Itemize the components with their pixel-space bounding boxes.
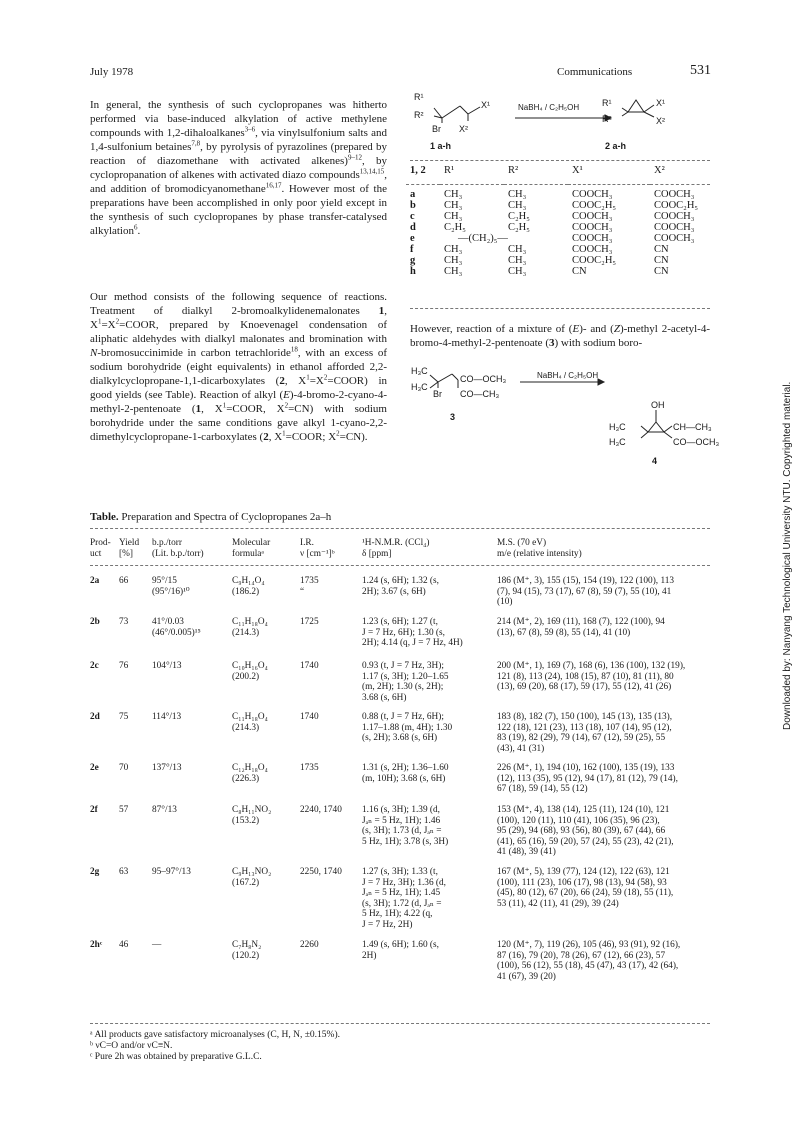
table-title-bold: Table. [90,511,119,523]
rt-cell: CN [654,244,669,255]
table-cell-ir: 1740 [300,661,319,671]
rt-cell: CN [654,255,669,266]
table-cell-ms: 67 (18), 59 (14), 55 (12) [497,784,588,795]
table-cell-product: 2c [90,661,99,671]
table-cell-ms: 167 (M⁺, 5), 139 (77), 124 (12), 122 (63), 121 [497,867,670,877]
table-cell-ms: (7), 94 (15), 73 (17), 67 (8), 59 (7), 55 (10), 41 [497,586,672,597]
s1-p-x2: X² [656,116,665,126]
table-cell-nmr: J = 7 Hz, 2H) [362,920,413,930]
table-cell-yield: 75 [119,712,129,722]
s1-reagent: NaBH₄ / C₂H₅OH [518,103,580,112]
table-cell-nmr: 1.49 (s, 6H); 1.60 (s, [362,940,439,950]
table-header-cell: m/e (relative intensity) [497,549,582,559]
table-cell-ms: (45), 80 (12), 67 (20), 66 (24), 59 (18), 55 (11), [497,888,674,899]
table-cell-ms: 153 (M⁺, 4), 138 (14), 125 (11), 124 (10), 121 [497,805,670,815]
table-cell-nmr: (s, 2H); 3.68 (s, 6H) [362,733,438,744]
table-cell-nmr: J = 7 Hz, 6H); 1.30 (s, [362,627,445,638]
rt-cell: COOCH₃ [572,189,613,200]
reagent-table-row [406,189,710,200]
s2-reagent: NaBH₄ / C₂H₅OH [537,371,599,380]
table-cell-ms: 87 (16), 79 (20), 78 (26), 67 (12), 66 (23), 57 [497,950,666,961]
rt-cell: CH₃ [508,244,527,255]
table-cell-ir: 1735 [300,763,319,773]
table-cell-formula: (167.2) [232,877,260,888]
table-cell-product: 2g [90,867,100,877]
table-cell-formula: (186.2) [232,586,260,597]
s2-br: Br [433,389,442,399]
s1-p-r1: R¹ [602,98,612,108]
table-cell-yield: 57 [119,805,129,815]
table-cell-formula: C₁₁H₁₈O₄ [232,712,268,722]
table-cell-formula: C₁₂H₁₈O₄ [232,763,268,773]
table-title [90,511,331,523]
table-cell-ir: 1735 [300,576,319,586]
page-number: 531 [690,63,711,78]
s1-br: Br [432,124,441,134]
table-cell-bp: 95–97°/13 [152,867,191,877]
table-cell-nmr: 2H); 4.14 (q, J = 7 Hz, 4H) [362,638,463,649]
table-cell-bp: 87°/13 [152,805,177,815]
rt-cell: COOCH₃ [654,233,695,244]
table-cell-nmr: 1.17 (s, 3H); 1.20–1.65 [362,671,449,682]
however-paragraph: However, reaction of a mixture of (E)- and (Z)-methyl 2-acetyl-4-bromo-4-methyl-2-pentenoate (3) with sodium boro- [410,323,710,349]
rt-header: X¹ [572,165,583,176]
download-note: Downloaded by: Nanyang Technological University NTU. Copyrighted material. [782,381,793,730]
table-header-cell: ν [cm⁻¹]ᵇ [300,549,335,559]
table-header-cell: Yield [119,538,140,548]
table-cell-ms: (13), 67 (8), 59 (8), 55 (14), 41 (10) [497,627,631,638]
s1-x1: X¹ [481,100,490,110]
rt-cell: c [410,211,415,222]
reagent-table-header [406,165,710,176]
rt-cell: CH₃ [508,200,527,211]
table-cell-nmr: Jₐₙ = 5 Hz, 1H); 1.46 [362,815,441,826]
table-title-rest: Preparation and Spectra of Cyclopropanes 2a–h [121,511,332,523]
s1-r1: R¹ [414,92,424,102]
s2-h3c-top: H₃C [411,366,428,376]
s2-label-3: 3 [450,412,456,422]
table-cell-ms: 226 (M⁺, 1), 194 (10), 162 (100), 135 (19), 133 [497,763,675,773]
table-cell-yield: 73 [119,617,129,627]
table-header-cell: δ [ppm] [362,549,392,559]
method-paragraph: Our method consists of the following sequence of reactions. Treatment of dialkyl 2-bromoalkylidenemalonates 1, $X^1=X^2=COOR$, prepared by Knoevenagel condensation of aliphatic aldehydes with dialkyl malonates and bromination with N-bromosuccinimide in carbon tetrachloride$^{18}$, with an excess of sodium borohydride (eight equivalents) in ethanol afforded 2,2-dialkylcyclopropane-1,1-dicarboxylates (2, $X^1=X^2=COOR$) in good yields (see Table). Reaction of alkyl (E)-4-bromo-2-cyano-4-methyl-2-pentenoate (1, $X^1=COOR$, $X^2=CN$) with sodium borohydride under the same conditions gave alkyl 1-cyano-2,2-dimethylcyclopropane-1-carboxylates (2, $X^1=COOR$; $X^2=CN$). [90,291,387,443]
table-cell-formula: C₉H₁₄O₄ [232,576,265,586]
table-cell-formula: (214.3) [232,722,260,733]
footnote-c: ᶜ Pure 2h was obtained by preparative G.L.C. [90,1052,262,1062]
table-cell-product: 2a [90,576,100,586]
rt-cell: b [410,200,416,211]
table-cell-formula: (120.2) [232,950,260,961]
table-cell-ir: 1725 [300,617,319,627]
rt-header: X² [654,165,665,176]
header-section: Communications [557,66,633,78]
table-header-cell: Molecular [232,538,271,548]
rt-cell: CH₃ [444,244,463,255]
s2-p-h3c-bottom: H₃C [609,437,626,447]
reagent-table-row [406,233,710,244]
rt-cell: —(CH₂)₅— [458,233,508,244]
s2-p-right-bottom: CO—OCH₃ [673,437,720,447]
table-cell-nmr: (m, 10H); 3.68 (s, 6H) [362,773,446,784]
table-cell-product: 2e [90,763,99,773]
table-cell-ir: 2250, 1740 [300,867,342,877]
rt-cell: h [410,266,416,277]
reagent-table [406,165,710,277]
table-cell-ms: 186 (M⁺, 3), 155 (15), 154 (19), 122 (100), 113 [497,576,675,586]
table-cell-ms: 214 (M⁺, 2), 169 (11), 168 (7), 122 (100), 94 [497,617,665,627]
table-cell-formula: (153.2) [232,815,260,826]
table-cell-ms: 83 (19), 82 (29), 79 (14), 67 (12), 59 (25), 55 [497,733,666,744]
table-cell-formula: C₁₁H₁₈O₄ [232,617,268,627]
table-cell-nmr: 5 Hz, 1H); 4.22 (q, [362,909,433,920]
reagent-table-row [406,211,710,222]
table-cell-product: 2f [90,805,98,815]
table-cell-nmr: 1.24 (s, 6H); 1.32 (s, [362,576,439,586]
rt-cell: COOC₂H₅ [654,200,699,211]
s2-h3c-bottom: H₃C [411,382,428,392]
rt-cell: CH₃ [444,266,463,277]
table-header-cell: M.S. (70 eV) [497,538,547,548]
table-cell-formula: (200.2) [232,671,260,682]
table-cell-nmr: 3.68 (s, 6H) [362,692,407,703]
table-cell-ms: (43), 41 (31) [497,743,545,754]
s1-label-1: 1 a-h [430,141,452,151]
rt-cell: C₂H₅ [508,211,530,222]
rt-cell: g [410,255,416,266]
table-cell-nmr: (s, 3H); 1.72 (d, Jₐₙ = [362,898,442,909]
table-cell-bp: — [152,940,162,950]
table-cell-formula: (226.3) [232,773,260,784]
reagent-table-row [406,266,710,277]
rt-header: R¹ [444,165,455,176]
table-cell-ms: 183 (8), 182 (7), 150 (100), 145 (13), 135 (13), [497,712,673,722]
rt-cell: CH₃ [508,189,527,200]
table-cell-ms: 95 (29), 94 (68), 93 (56), 80 (39), 67 (44), 66 [497,826,666,837]
table-header-cell: uct [90,549,102,559]
table-cell-product: 2d [90,712,100,722]
s1-x2: X² [459,124,468,134]
s1-label-2: 2 a-h [605,141,627,151]
table-header-cell: [%] [119,549,133,559]
table-cell-bp: (46°/0.005)¹⁵ [152,627,201,638]
s2-group-top: CO—OCH₃ [460,374,507,384]
table-cell-ms: (41), 65 (16), 59 (20), 57 (24), 55 (23), 42 (21), [497,836,674,847]
table-cell-nmr: J = 7 Hz, 3H); 1.36 (d, [362,877,446,888]
rt-cell: COOCH₃ [572,222,613,233]
rt-cell: d [410,222,416,233]
table-cell-yield: 46 [119,940,129,950]
table-cell-ms: (100), 111 (23), 106 (17), 98 (13), 94 (58), 93 [497,877,667,888]
rt-cell: f [410,244,414,255]
table-cell-nmr: (s, 3H); 1.73 (d, Jₐₙ = [362,826,442,837]
rt-cell: a [410,189,416,200]
table-cell-formula: C₈H₁₁NO₂ [232,805,272,815]
table-cell-nmr: 1.31 (s, 2H); 1.36–1.60 [362,763,449,773]
table-cell-nmr: 2H); 3.67 (s, 6H) [362,586,426,597]
rt-cell: CN [654,266,669,277]
table-cell-ir: 2240, 1740 [300,805,342,815]
rt-header: R² [508,165,519,176]
table-header-cell: b.p./torr [152,538,182,548]
table-cell-nmr: 1.16 (s, 3H); 1.39 (d, [362,805,440,815]
rt-cell: CH₃ [508,266,527,277]
table-header-cell: I.R. [300,538,314,548]
s1-p-r2: R² [602,114,612,124]
table-cell-ms: 41 (67), 39 (20) [497,971,556,982]
s2-group-bottom: CO—CH₃ [460,389,500,399]
rt-cell: COOCH₃ [654,189,695,200]
table-cell-ms: 41 (48), 39 (41) [497,847,556,858]
rt-cell: CH₃ [508,255,527,266]
rt-cell: CN [572,266,587,277]
table-cell-formula: C₁₀H₁₆O₄ [232,661,268,671]
rt-cell: CH₃ [444,211,463,222]
table-cell-bp: 104°/13 [152,661,182,671]
rt-cell: CH₃ [444,200,463,211]
s1-r2: R² [414,110,424,120]
s2-label-4: 4 [652,456,658,466]
table-cell-ms: 120 (M⁺, 7), 119 (26), 105 (46), 93 (91), 92 (16), [497,940,681,950]
rt-cell: COOC₂H₅ [572,255,617,266]
s2-p-right-top: CH—CH₃ [673,422,712,432]
table-cell-bp: 137°/13 [152,763,182,773]
table-cell-ms: 200 (M⁺, 1), 169 (7), 168 (6), 136 (100), 132 (19), [497,661,686,671]
table-cell-bp: 114°/13 [152,712,182,722]
table-header-cell: formulaᵃ [232,549,264,559]
table-cell-nmr: (m, 2H); 1.30 (s, 2H); [362,682,444,693]
table-cell-yield: 70 [119,763,129,773]
rt-cell: e [410,233,415,244]
reagent-table-row [406,222,710,233]
rt-cell: C₂H₅ [444,222,466,233]
table-cell-ir: “ [300,586,305,597]
s1-p-x1: X¹ [656,98,665,108]
table-header-cell: (Lit. b.p./torr) [152,549,204,559]
table-cell-bp: (95°/16)¹⁰ [152,586,190,597]
table-cell-bp: 95°/15 [152,576,177,586]
table-cell-ms: (100), 56 (12), 55 (18), 45 (47), 43 (17), 42 (64), [497,961,679,972]
table-cell-ir: 2260 [300,940,319,950]
scheme-1-structures [410,90,710,156]
reagent-table-row [406,200,710,211]
table-cell-nmr: Jₐₙ = 5 Hz, 1H); 1.45 [362,888,441,899]
table-cell-ir: 1740 [300,712,319,722]
table-cell-yield: 76 [119,661,129,671]
table-cell-ms: (100), 120 (11), 110 (41), 106 (35), 96 (23), [497,815,660,826]
s2-p-h3c-top: H₃C [609,422,626,432]
table-header-cell: ¹H-N.M.R. (CCl₄) [362,538,430,548]
table-cell-nmr: 1.17–1.88 (m, 4H); 1.30 [362,722,453,733]
table-cell-nmr: 5 Hz, 1H); 3.78 (s, 3H) [362,836,449,847]
table-cell-ms: (10) [497,597,513,608]
footnote-a: ᵃ All products gave satisfactory microanalyses (C, H, N, ±0.15%). [90,1030,341,1040]
table-cell-nmr: 1.27 (s, 3H); 1.33 (t, [362,867,438,877]
table-cell-nmr: 0.93 (t, J = 7 Hz, 3H); [362,661,444,671]
table-cell-nmr: 1.23 (s, 6H); 1.27 (t, [362,617,438,627]
intro-paragraph: In general, the synthesis of such cyclopropanes was hitherto performed via base-induced alkylation of active methylene compounds with 1,2-dihaloalkanes$^{3-6}$, via vinylsulfonium salts and 1,4-sulfonium betaines$^{7,8}$, by pyrolysis of pyrazolines (prepared by reaction of diazomethane with activated alkenes)$^{9-12}$, by cyclopropanation of alkenes with activated diazo compounds$^{13,14,15}$, and addition of bromodicyanomethane$^{16,17}$. However most of the preparations have been accomplished in only poor yield except in the synthesis of such cyclopropanes by phase transfer-catalysed alkylation$^6$. [90,99,388,237]
s2-oh: OH [651,400,665,410]
table-cell-nmr: 0.88 (t, J = 7 Hz, 6H); [362,712,444,722]
rt-cell: COOCH₃ [572,244,613,255]
table-cell-ms: (13), 69 (20), 68 (17), 59 (17), 55 (12), 41 (26) [497,682,672,693]
table-header-cell: Prod- [90,538,111,548]
header-date: July 1978 [90,66,134,78]
table-cell-ms: 122 (18), 121 (23), 113 (18), 107 (14), 95 (12), [497,722,672,733]
rt-cell: COOCH₃ [654,222,695,233]
table-cell-formula: (214.3) [232,627,260,638]
rt-cell: C₂H₅ [508,222,530,233]
table-cell-ms: 53 (11), 42 (11), 41 (29), 39 (24) [497,898,619,909]
table-cell-product: 2b [90,617,100,627]
table-cell-nmr: 2H) [362,950,377,961]
reagent-table-row [406,244,710,255]
rt-cell: COOCH₃ [572,211,613,222]
table-cell-bp: 41°/0.03 [152,617,184,627]
table-cell-formula: C₇H₈N₂ [232,940,262,950]
rt-cell: CH₃ [444,255,463,266]
rt-cell: CH₃ [444,189,463,200]
reagent-table-row [406,255,710,266]
table-cell-yield: 63 [119,867,129,877]
table-cell-formula: C₉H₁₃NO₂ [232,867,272,877]
table-cell-ms: (12), 113 (35), 95 (12), 94 (17), 81 (12), 79 (14), [497,773,678,784]
rt-cell: COOC₂H₅ [572,200,617,211]
table-cell-ms: 121 (8), 113 (24), 108 (15), 87 (10), 81 (11), 80 [497,671,674,682]
table-cell-product: 2hᶜ [90,940,103,950]
rt-cell: COOCH₃ [654,211,695,222]
footnote-b: ᵇ νC=O and/or νC≡N. [90,1041,173,1051]
rt-cell: COOCH₃ [572,233,613,244]
rt-header: 1, 2 [410,165,426,176]
table-cell-yield: 66 [119,576,129,586]
